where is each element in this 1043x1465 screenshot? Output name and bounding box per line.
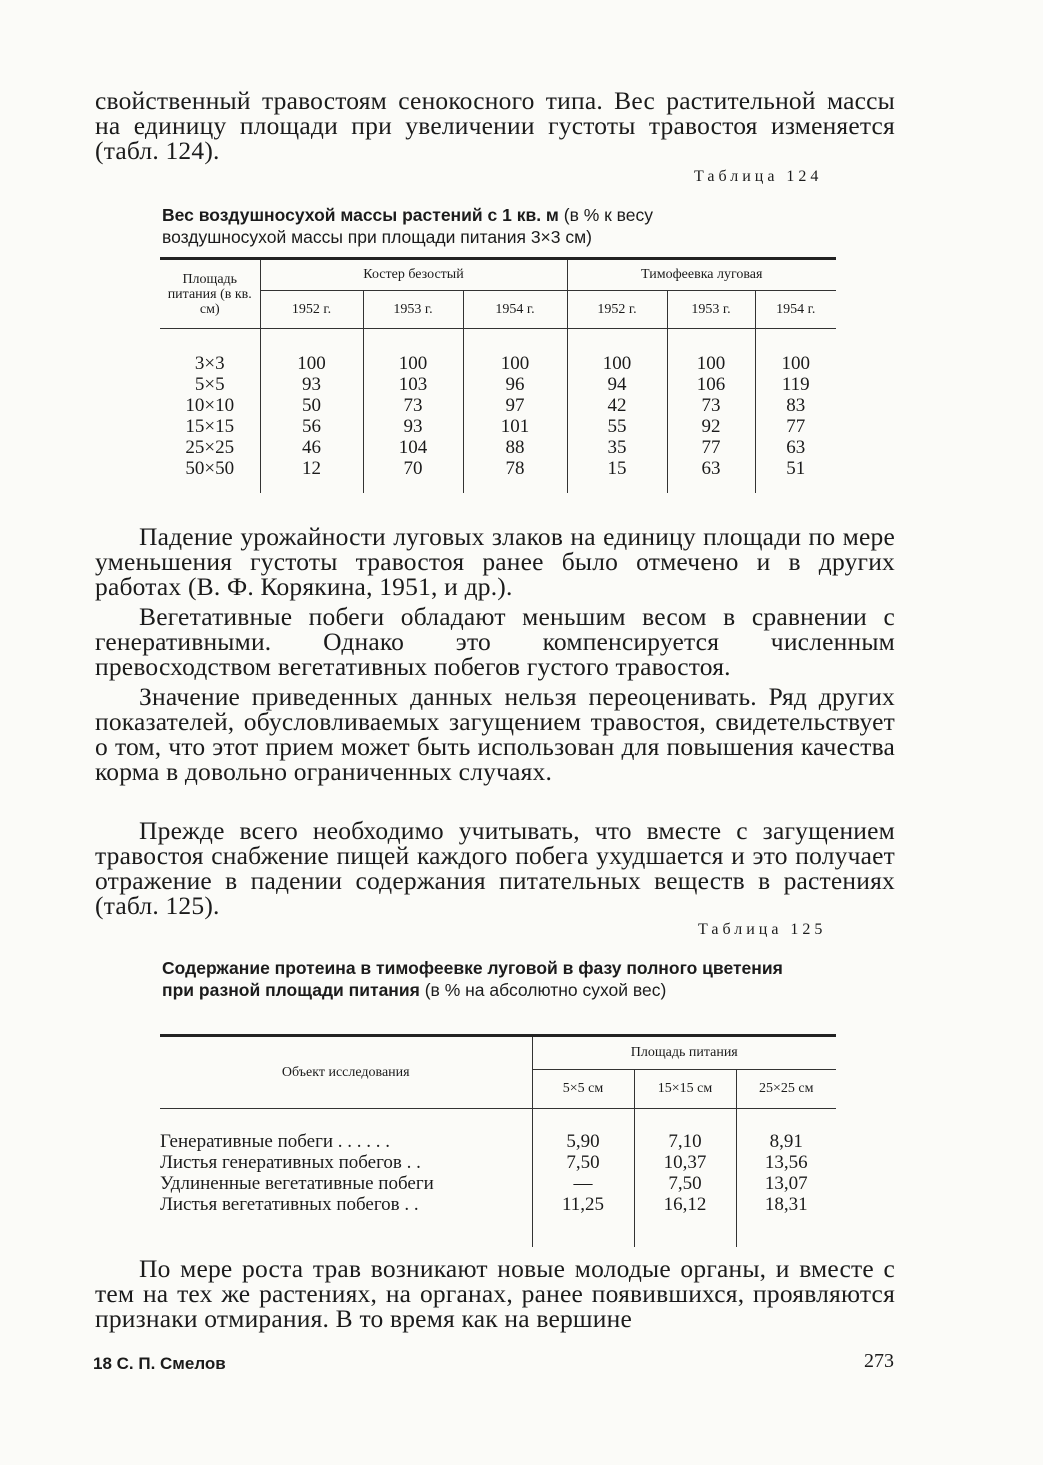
table-125-row-label: Удлиненные вегетативные побеги [160, 1173, 434, 1194]
paragraph-6: По мере роста трав возникают новые молодые органы, и вместе с тем на тех же растениях, на органах, ранее появившихся, проявляются признаки отмирания. В то время как на вершине [95, 1254, 895, 1333]
table-124-number: Таблица 124 [694, 168, 823, 185]
table-124-cell: 100 [363, 353, 463, 374]
table-125-row-header: Объект исследования [160, 1036, 532, 1109]
table-125-cell: 10,37 [634, 1152, 736, 1173]
table-row [160, 395, 836, 416]
table-125-col: 15×15 см [634, 1070, 736, 1109]
table-124-group-1: Костер безостый [260, 259, 567, 291]
table-124 [160, 257, 836, 493]
table-124-cell: 101 [463, 416, 567, 437]
table-124-row-header: Площадь питания (в кв. см) [160, 259, 260, 329]
table-124-cell: 83 [755, 395, 836, 416]
table-row [160, 374, 836, 395]
table-124-cell: 97 [463, 395, 567, 416]
table-124-cell: 100 [463, 353, 567, 374]
table-124-cell: 50 [260, 395, 363, 416]
table-124-caption-bold: Вес воздушносухой массы растений с 1 кв. м [162, 205, 559, 225]
table-124-cell: 63 [755, 437, 836, 458]
table-124-cell: 35 [567, 437, 667, 458]
table-124-cell: 106 [667, 374, 755, 395]
table-124-cell: 119 [755, 374, 836, 395]
table-125-number: Таблица 125 [698, 921, 827, 938]
table-125-row-label: Генеративные побеги . . . . . . [160, 1131, 391, 1152]
table-124-cell: 93 [260, 374, 363, 395]
table-124-cell: 51 [755, 458, 836, 479]
table-124-row-label: 5×5 [194, 374, 225, 395]
table-125-cell: 7,10 [634, 1131, 736, 1152]
table-124-cell: 100 [755, 353, 836, 374]
table-124-cell: 46 [260, 437, 363, 458]
table-124-cell: 93 [363, 416, 463, 437]
table-125-cell: 18,31 [736, 1194, 836, 1215]
table-124-year: 1953 г. [363, 291, 463, 329]
table-125-col: 25×25 см [736, 1070, 836, 1109]
table-row [160, 1173, 836, 1194]
table-row [160, 1131, 836, 1152]
table-row [160, 437, 836, 458]
table-124-year: 1952 г. [260, 291, 363, 329]
table-125-row-label: Листья генеративных побегов . . [160, 1152, 421, 1173]
table-124-cell: 73 [363, 395, 463, 416]
table-125-caption [162, 957, 792, 1001]
table-124-cell: 96 [463, 374, 567, 395]
paragraph-5: Прежде всего необходимо учитывать, что вместе с загущением травостоя снабжение пищей каждого побега ухудшается и это получает отражение в падении содержания питательных веществ в растениях (табл. 125). [95, 816, 895, 920]
table-124-cell: 104 [363, 437, 463, 458]
table-125-row-label: Листья вегетативных побегов . . [160, 1194, 419, 1215]
table-124-row-label: 3×3 [194, 353, 225, 374]
table-row [160, 1152, 836, 1173]
table-124-cell: 77 [755, 416, 836, 437]
table-125-col: 5×5 см [532, 1070, 634, 1109]
table-124-row-label: 10×10 [185, 395, 235, 416]
table-125-cell: 13,07 [736, 1173, 836, 1194]
table-125-cell: 11,25 [532, 1194, 634, 1215]
table-124-cell: 56 [260, 416, 363, 437]
table-125-group: Площадь питания [532, 1036, 836, 1070]
table-124-group-2: Тимофеевка луговая [567, 259, 836, 291]
table-125-cell: 16,12 [634, 1194, 736, 1215]
table-124-cell: 100 [667, 353, 755, 374]
table-125-cell: 8,91 [736, 1131, 836, 1152]
table-124-cell: 15 [567, 458, 667, 479]
table-124-cell: 103 [363, 374, 463, 395]
table-124-cell: 55 [567, 416, 667, 437]
table-124-cell: 63 [667, 458, 755, 479]
table-124-row-label: 15×15 [185, 416, 235, 437]
table-124-cell: 42 [567, 395, 667, 416]
table-125-caption-bold: Содержание протеина в тимофеевке луговой в фазу полного цветения при разной площади питания [162, 958, 783, 1000]
table-124-row-label: 25×25 [185, 437, 235, 458]
table-row [160, 458, 836, 479]
table-124-year: 1953 г. [667, 291, 755, 329]
table-125-caption-rest: (в % на абсолютно сухой вес) [419, 980, 667, 1000]
paragraph-1: свойственный травостоям сенокосного типа. Вес растительной массы на единицу площади при увеличении густоты травостоя изменяется (табл. 124). [95, 86, 895, 165]
table-124-year: 1954 г. [463, 291, 567, 329]
table-124-cell: 100 [260, 353, 363, 374]
table-125-cell: 7,50 [532, 1152, 634, 1173]
table-124-caption-rest: (в % к весу воздушносухой массы при площади питания 3×3 см) [162, 205, 654, 247]
table-125-cell: 13,56 [736, 1152, 836, 1173]
paragraph-3: Вегетативные побеги обладают меньшим весом в сравнении с генеративными. Однако это компенсируется численным превосходством вегетативных побегов густого травостоя. [95, 602, 895, 681]
paragraph-4: Значение приведенных данных нельзя переоценивать. Ряд других показателей, обусловливаемых загущением травостоя, свидетельствует о том, что этот прием может быть использован для повышения качества корма в довольно ограниченных случаях. [95, 682, 895, 786]
table-row [160, 353, 836, 374]
table-124-cell: 12 [260, 458, 363, 479]
table-124-cell: 92 [667, 416, 755, 437]
table-row [160, 416, 836, 437]
table-124-cell: 77 [667, 437, 755, 458]
table-124-year: 1954 г. [755, 291, 836, 329]
table-124-cell: 78 [463, 458, 567, 479]
table-row [160, 1194, 836, 1215]
table-124-row-label: 50×50 [185, 458, 235, 479]
table-124-caption [162, 204, 782, 248]
table-125-cell: 5,90 [532, 1131, 634, 1152]
paragraph-2: Падение урожайности луговых злаков на единицу площади по мере уменьшения густоты травостоя ранее было отмечено и в других работах (В. Ф. Корякина, 1951, и др.). [95, 522, 895, 601]
footer-signature: 18 С. П. Смелов [93, 1354, 226, 1373]
table-124-cell: 70 [363, 458, 463, 479]
table-124-year: 1952 г. [567, 291, 667, 329]
table-124-cell: 88 [463, 437, 567, 458]
table-125-cell: 7,50 [634, 1173, 736, 1194]
page-number: 273 [864, 1350, 894, 1372]
table-124-cell: 100 [567, 353, 667, 374]
table-124-cell: 94 [567, 374, 667, 395]
table-125 [160, 1034, 836, 1247]
table-124-cell: 73 [667, 395, 755, 416]
table-125-cell: — [532, 1173, 634, 1194]
